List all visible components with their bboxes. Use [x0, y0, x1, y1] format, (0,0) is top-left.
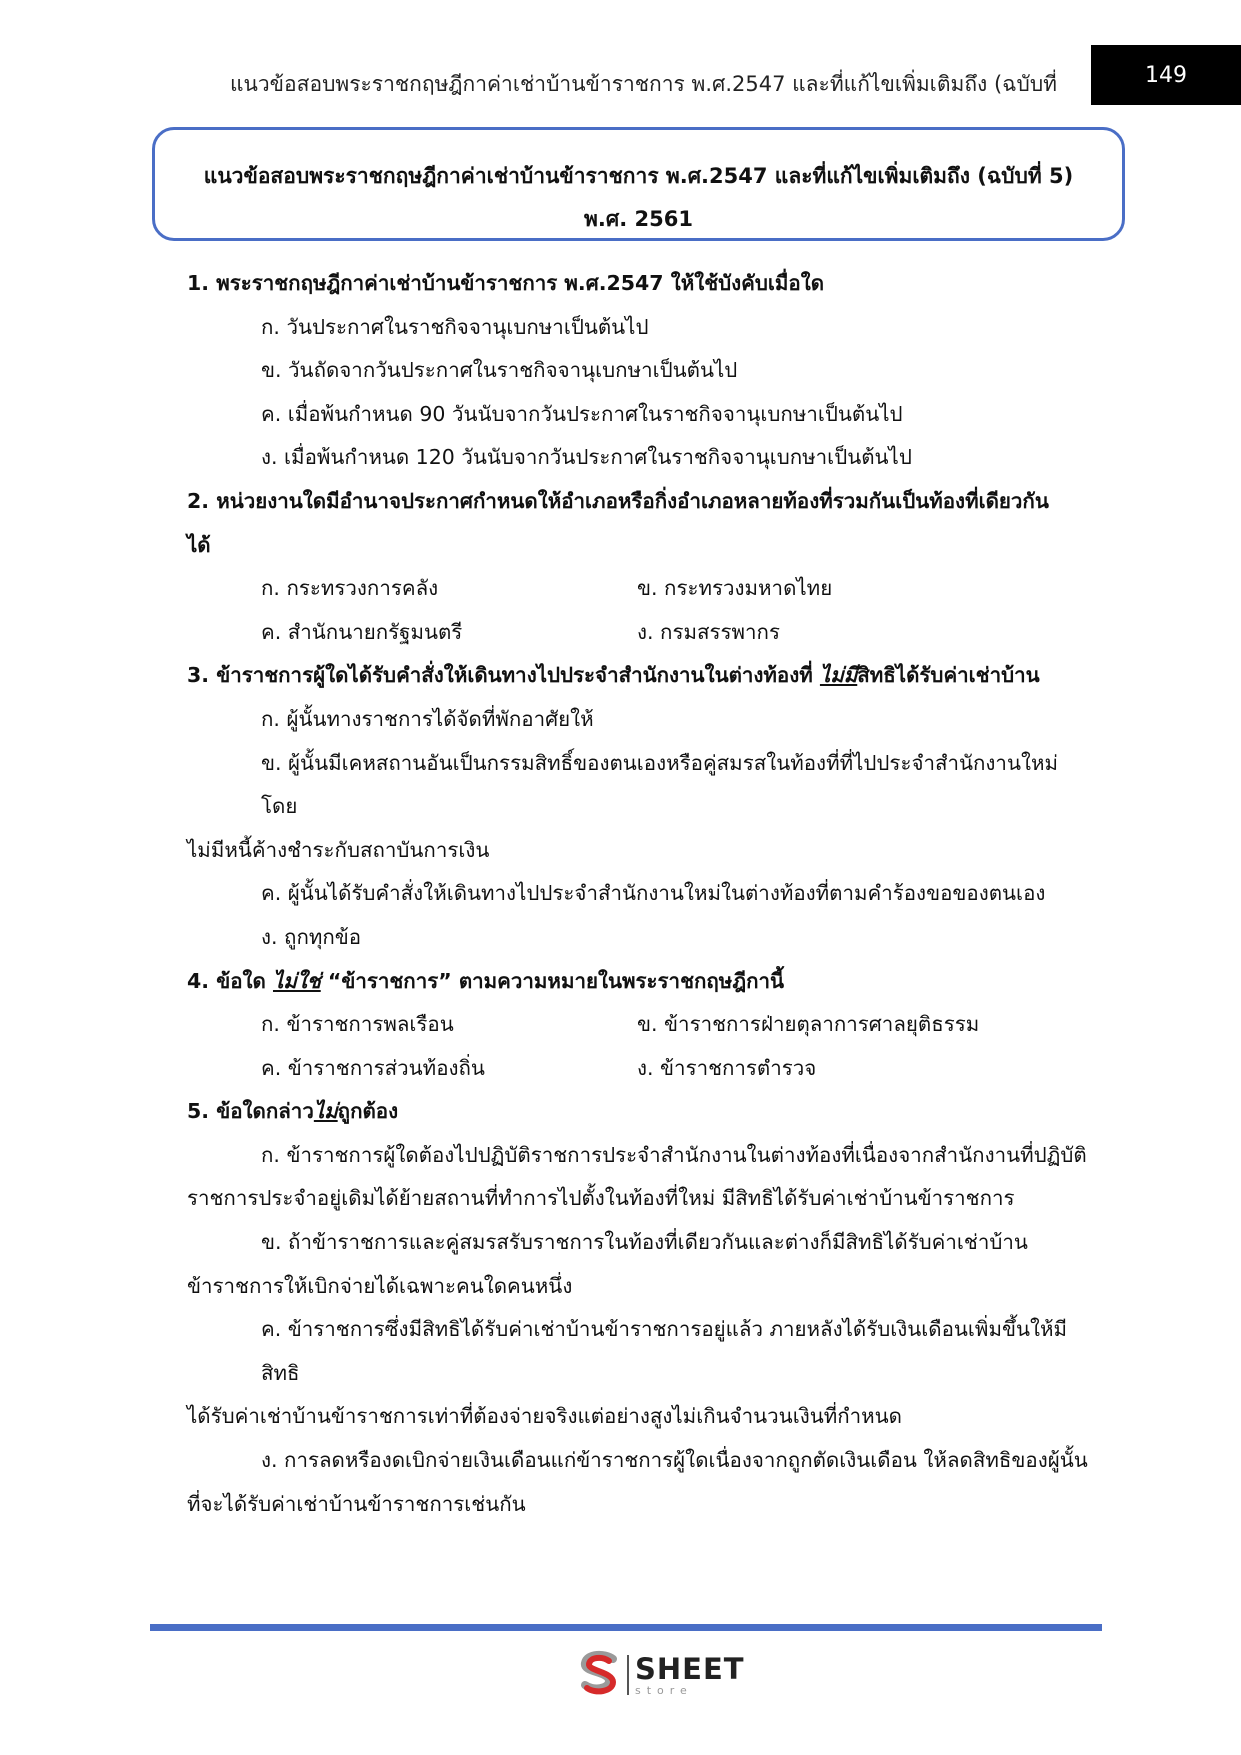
- q2-choice-d: ง. กรมสรรพากร: [637, 619, 780, 644]
- title-line-2: พ.ศ. 2561: [584, 207, 693, 231]
- q5-choice-b-continued: ข้าราชการให้เบิกจ่ายได้เฉพาะคนใดคนหนึ่ง: [187, 1273, 573, 1298]
- q4-text-emphasis: ไม่ใช่: [272, 968, 321, 993]
- q3-text-pre: 3. ข้าราชการผู้ใดได้รับคำสั่งให้เดินทางไปประจำสำนักงานในต่างท้องที่: [187, 663, 820, 688]
- title-box: [152, 127, 1125, 241]
- running-header: แนวข้อสอบพระราชกฤษฎีกาค่าเช่าบ้านข้าราชการ พ.ศ.2547 และที่แก้ไขเพิ่มเติมถึง (ฉบับที่: [230, 72, 1057, 96]
- q3-text-emphasis: ไม่มี: [819, 663, 858, 688]
- footer-logo: [575, 1650, 745, 1700]
- q3-choice-b-continued: ไม่มีหนี้ค้างชำระกับสถาบันการเงิน: [187, 837, 490, 862]
- q1-choice-d: ง. เมื่อพ้นกำหนด 120 วันนับจากวันประกาศในราชกิจจานุเบกษาเป็นต้นไป: [261, 445, 912, 470]
- q4-choice-a: ก. ข้าราชการพลเรือน: [261, 1012, 454, 1037]
- q5-choice-d-continued: ที่จะได้รับค่าเช่าบ้านข้าราชการเช่นกัน: [187, 1491, 526, 1516]
- q4-text-pre: 4. ข้อใด: [187, 968, 273, 993]
- q5-text-pre: 5. ข้อใดกล่าว: [187, 1099, 314, 1124]
- logo-sub-text: store: [635, 1683, 693, 1697]
- sheet-store-s-icon: [575, 1649, 623, 1701]
- q5-choice-a: ก. ข้าราชการผู้ใดต้องไปปฏิบัติราชการประจำสำนักงานในต่างท้องที่เนื่องจากสำนักงานที่ปฏิบัติ: [261, 1142, 1087, 1167]
- question-list: [187, 262, 1092, 1526]
- question-5: [187, 1090, 1092, 1134]
- q1-choice-c: ค. เมื่อพ้นกำหนด 90 วันนับจากวันประกาศในราชกิจจานุเบกษาเป็นต้นไป: [261, 401, 903, 426]
- title-line-1: แนวข้อสอบพระราชกฤษฎีกาค่าเช่าบ้านข้าราชการ พ.ศ.2547 และที่แก้ไขเพิ่มเติมถึง (ฉบับที่ 5): [203, 164, 1074, 188]
- question-2-continued: ได้: [187, 532, 211, 557]
- q4-choice-d: ง. ข้าราชการตำรวจ: [637, 1055, 817, 1080]
- q1-choice-a: ก. วันประกาศในราชกิจจานุเบกษาเป็นต้นไป: [261, 314, 649, 339]
- question-4: [187, 960, 1092, 1004]
- question-2: 2. หน่วยงานใดมีอำนาจประกาศกำหนดให้อำเภอหรือกิ่งอำเภอหลายท้องที่รวมกันเป็นท้องที่เดียวกัน: [187, 488, 1049, 513]
- q5-text-post: ถูกต้อง: [337, 1099, 399, 1124]
- q2-choice-c: ค. สำนักนายกรัฐมนตรี: [261, 619, 463, 644]
- logo-divider: [627, 1655, 629, 1695]
- q3-choice-b: ข. ผู้นั้นมีเคหสถานอันเป็นกรรมสิทธิ์ของตนเองหรือคู่สมรสในท้องที่ที่ไปประจำสำนักงานใหม่โดย: [261, 750, 1058, 819]
- q5-choice-a-continued: ราชการประจำอยู่เดิมได้ย้ายสถานที่ทำการไปตั้งในท้องที่ใหม่ มีสิทธิได้รับค่าเช่าบ้านข้าราชการ: [187, 1186, 1015, 1211]
- q3-choice-a: ก. ผู้นั้นทางราชการได้จัดที่พักอาศัยให้: [261, 706, 594, 731]
- q4-choices-row-2: [187, 1047, 1092, 1091]
- q2-choices-row-1: [187, 567, 1092, 611]
- page-number: 149: [1091, 45, 1241, 105]
- q4-choices-row-1: [187, 1003, 1092, 1047]
- q5-choice-c: ค. ข้าราชการซึ่งมีสิทธิได้รับค่าเช่าบ้านข้าราชการอยู่แล้ว ภายหลังได้รับเงินเดือนเพิ่มขึ้นให้มีสิทธิ: [261, 1317, 1068, 1385]
- q5-choice-d: ง. การลดหรืองดเบิกจ่ายเงินเดือนแก่ข้าราชการผู้ใดเนื่องจากถูกตัดเงินเดือน ให้ลดสิทธิของผู้นั้น: [261, 1448, 1088, 1473]
- q5-choice-c-continued: ได้รับค่าเช่าบ้านข้าราชการเท่าที่ต้องจ่ายจริงแต่อย่างสูงไม่เกินจำนวนเงินที่กำหนด: [187, 1404, 902, 1429]
- q1-choice-b: ข. วันถัดจากวันประกาศในราชกิจจานุเบกษาเป็นต้นไป: [261, 358, 738, 383]
- question-1: 1. พระราชกฤษฎีกาค่าเช่าบ้านข้าราชการ พ.ศ.2547 ให้ใช้บังคับเมื่อใด: [187, 271, 825, 295]
- q4-text-post: “ข้าราชการ” ตามความหมายในพระราชกฤษฎีกานี้: [320, 968, 785, 993]
- q5-choice-b: ข. ถ้าข้าราชการและคู่สมรสรับราชการในท้องที่เดียวกันและต่างก็มีสิทธิได้รับค่าเช่าบ้าน: [261, 1230, 1028, 1255]
- q3-choice-c: ค. ผู้นั้นได้รับคำสั่งให้เดินทางไปประจำสำนักงานใหม่ในต่างท้องที่ตามคำร้องขอของตนเอง: [261, 881, 1046, 906]
- q3-choice-d: ง. ถูกทุกข้อ: [261, 924, 362, 949]
- footer-rule: [150, 1624, 1102, 1631]
- q2-choice-a: ก. กระทรวงการคลัง: [261, 576, 439, 601]
- q5-text-emphasis: ไม่: [313, 1099, 338, 1124]
- q2-choice-b: ข. กระทรวงมหาดไทย: [637, 576, 833, 601]
- q2-choices-row-2: [187, 611, 1092, 655]
- q4-choice-c: ค. ข้าราชการส่วนท้องถิ่น: [261, 1055, 485, 1080]
- logo-main-text: SHEET: [635, 1651, 745, 1686]
- question-3: [187, 654, 1092, 698]
- q4-choice-b: ข. ข้าราชการฝ่ายตุลาการศาลยุติธรรม: [637, 1012, 980, 1037]
- logo-text: [635, 1651, 745, 1697]
- q3-text-post: สิทธิได้รับค่าเช่าบ้าน: [857, 663, 1040, 688]
